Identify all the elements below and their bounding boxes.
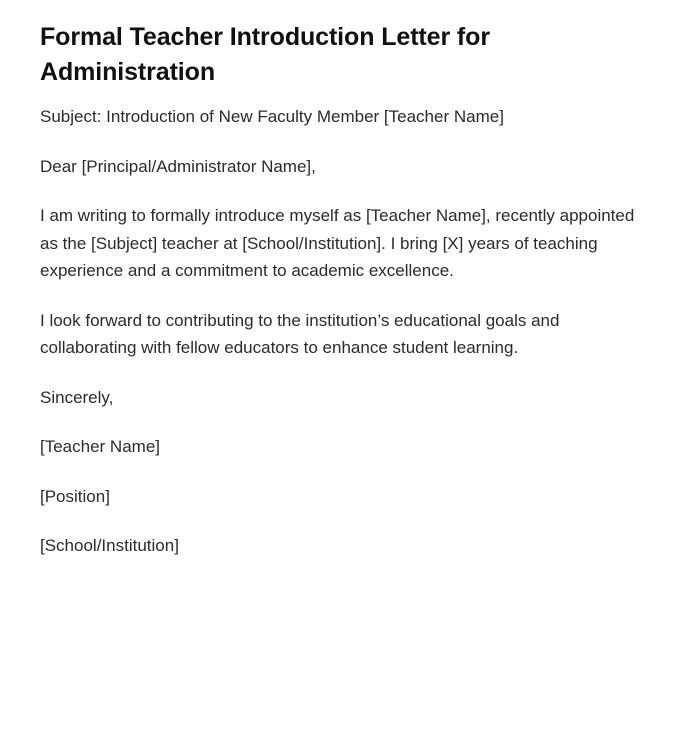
paragraph-closing: Sincerely,	[40, 387, 114, 407]
page-title: Formal Teacher Introduction Letter for Administration	[40, 23, 490, 86]
paragraph-salutation: Dear [Principal/Administrator Name],	[40, 156, 316, 176]
paragraph-body-1: I am writing to formally introduce myself as [Teacher Name], recently appointed as the [Subject] teacher at [School/Institution]. I bring [X] years of teaching experience and a commitment to academic excellence.	[40, 206, 635, 281]
signature-position: [Position]	[40, 486, 110, 506]
signature-name: [Teacher Name]	[40, 437, 160, 457]
signature-institution: [School/Institution]	[40, 536, 179, 556]
paragraph-subject: Subject: Introduction of New Faculty Member [Teacher Name]	[40, 107, 504, 126]
paragraph-body-2: I look forward to contributing to the institution’s educational goals and collaborating with fellow educators to enhance student learning.	[40, 310, 560, 358]
